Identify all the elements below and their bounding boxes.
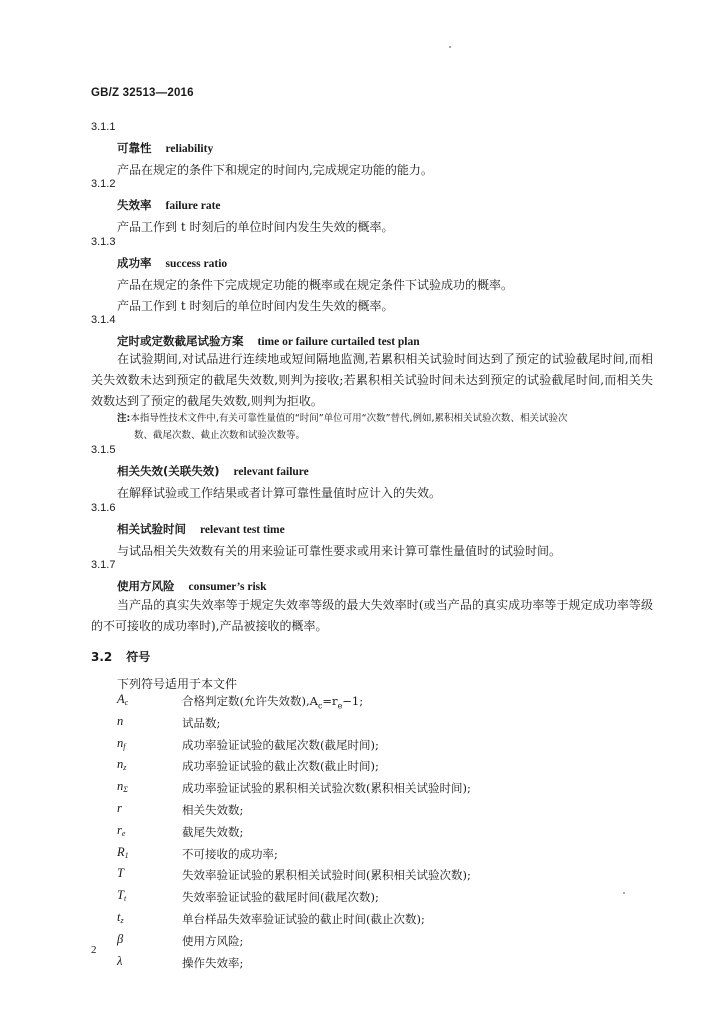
symbol bbox=[117, 932, 123, 947]
term-english: reliability bbox=[165, 143, 214, 155]
symbol bbox=[117, 801, 122, 816]
clause-number: 3.1.4 bbox=[91, 314, 116, 326]
symbol-description: 合格判定数(允许失效数)$,A_c=r_e-1$; bbox=[182, 694, 364, 711]
symbol-letter: λ bbox=[117, 953, 123, 968]
symbol-letter: r bbox=[117, 822, 122, 837]
term-heading bbox=[117, 578, 267, 594]
symbol bbox=[117, 888, 126, 903]
symbol-description: 失效率验证试验的累积相关试验时间(累积相关试验次数); bbox=[182, 868, 471, 883]
symbol bbox=[117, 954, 122, 969]
term-heading bbox=[117, 255, 227, 271]
symbol-description: 失效率验证试验的截尾时间(截尾次数); bbox=[182, 890, 379, 905]
symbol bbox=[117, 845, 129, 860]
term-heading bbox=[117, 197, 221, 213]
symbol-subscript: f bbox=[123, 741, 126, 751]
symbol-letter: t bbox=[117, 910, 121, 924]
page-number: 2 bbox=[91, 944, 97, 956]
symbol-description: 相关失效数; bbox=[182, 803, 244, 817]
term-english: failure rate bbox=[165, 200, 221, 212]
term-definition: 在解释试验或工作结果或者计算可靠性量值时应计入的失效。 bbox=[117, 486, 442, 500]
symbol bbox=[117, 779, 128, 794]
symbol-letter: β bbox=[117, 931, 124, 946]
symbol-letter: n bbox=[117, 779, 124, 794]
symbol-letter: T bbox=[117, 866, 124, 881]
term-english: consumer’s risk bbox=[188, 581, 267, 593]
symbol-description: 成功率验证试验的截尾次数(截尾时间); bbox=[182, 737, 379, 752]
term-english: relevant failure bbox=[233, 466, 309, 478]
symbol-letter: n bbox=[117, 757, 124, 772]
term-english: success ratio bbox=[165, 258, 228, 270]
section-title: 符号 bbox=[126, 650, 151, 664]
symbol bbox=[117, 692, 128, 707]
symbol-letter: A bbox=[117, 692, 125, 706]
symbol-letter: r bbox=[117, 801, 122, 815]
symbol-description: 截尾失效数; bbox=[182, 824, 244, 839]
term-chinese: 定时或定数截尾试验方案 bbox=[117, 334, 244, 348]
symbol-description: 单台样品失效率验证试验的截止时间(截止次数); bbox=[182, 912, 425, 926]
symbol-subscript: 1 bbox=[124, 850, 129, 860]
symbol-description: 试品数; bbox=[182, 715, 221, 730]
symbol-subscript: z bbox=[123, 763, 127, 773]
term-definition: 在试验期间,对试品进行连续地或短间隔地监测,若累积相关试验时间达到了预定的试验截尾时间,而相关失效数未达到预定的截尾失效数,则判为接收;若累积相关试验时间未达到预定的试验截尾时间,而相关失效数达到了预定的截尾失效数,则判为拒收。 bbox=[91, 352, 653, 408]
symbol-letter: n bbox=[117, 735, 124, 750]
document-code-header: GB/Z 32513—2016 bbox=[91, 87, 194, 99]
clause-number: 3.1.6 bbox=[91, 502, 116, 514]
scan-speck bbox=[623, 892, 625, 894]
term-chinese: 相关失效(关联失效) bbox=[117, 464, 220, 478]
symbol bbox=[117, 757, 126, 772]
section-number: 3.2 bbox=[91, 650, 113, 664]
scan-speck bbox=[449, 46, 451, 48]
term-chinese: 成功率 bbox=[117, 256, 152, 270]
term-chinese: 使用方风险 bbox=[117, 579, 175, 593]
symbol-description: 成功率验证试验的累积相关试验次数(累积相关试验时间); bbox=[182, 781, 471, 796]
symbol-description: 操作失效率; bbox=[182, 955, 244, 970]
section-heading bbox=[91, 648, 150, 665]
symbol-subscript: e bbox=[121, 828, 126, 838]
symbol bbox=[117, 823, 125, 838]
term-definition: 与试品相关失效数有关的用来验证可靠性要求或用来计算可靠性量值时的试验时间。 bbox=[117, 544, 562, 558]
symbol-letter: R bbox=[117, 844, 125, 859]
term-definition: 产品在规定的条件下完成规定功能的概率或在规定条件下试验成功的概率。 bbox=[117, 278, 514, 292]
term-heading bbox=[117, 140, 213, 156]
symbol bbox=[117, 714, 123, 729]
clause-number: 3.1.3 bbox=[91, 236, 116, 248]
symbol-description: 成功率验证试验的截止次数(截止时间); bbox=[182, 759, 379, 774]
symbol bbox=[117, 866, 124, 881]
note bbox=[117, 410, 655, 444]
note-text-continued: 数、截尾次数、截止次数和试验次数等。 bbox=[134, 430, 306, 441]
symbol-letter: n bbox=[117, 713, 124, 728]
term-chinese: 相关试验时间 bbox=[117, 522, 186, 536]
symbol-subscript: t bbox=[123, 894, 127, 904]
term-english: time or failure curtailed test plan bbox=[257, 336, 420, 348]
clause-number: 3.1.2 bbox=[91, 178, 116, 190]
note-text: 本指导性技术文件中,有关可靠性量值的“时间”单位可用“次数”替代,例如,累积相关试验次数、相关试验次 bbox=[130, 413, 568, 424]
term-definition: 产品工作到 t 时刻后的单位时间内发生失效的概率。 bbox=[117, 220, 394, 234]
term-heading bbox=[117, 521, 285, 537]
note-label: 注: bbox=[117, 413, 131, 424]
term-definition: 产品在规定的条件下和规定的时间内,完成规定功能的能力。 bbox=[117, 163, 433, 177]
clause-number: 3.1.5 bbox=[91, 444, 116, 456]
symbol bbox=[117, 736, 125, 751]
symbol-subscript: z bbox=[120, 916, 124, 925]
term-definition: 当产品的真实失效率等于规定失效率等级的最大失效率时(或当产品的真实成功率等于规定成功率等级的不可接收的成功率时),产品被接收的概率。 bbox=[91, 598, 653, 633]
symbol-subscript: Σ bbox=[123, 785, 129, 795]
symbol bbox=[117, 910, 124, 925]
symbol-description: 使用方风险; bbox=[182, 933, 244, 948]
clause-number: 3.1.1 bbox=[91, 121, 116, 133]
term-english: relevant test time bbox=[200, 524, 285, 536]
term-heading bbox=[117, 463, 309, 479]
symbols-intro: 下列符号适用于本文件 bbox=[117, 677, 238, 691]
symbol-subscript: c bbox=[124, 698, 129, 707]
term-heading bbox=[117, 333, 420, 349]
symbol-letter: T bbox=[117, 888, 124, 903]
clause-number: 3.1.7 bbox=[91, 559, 116, 571]
term-chinese: 失效率 bbox=[117, 198, 152, 212]
symbol-description: 不可接收的成功率; bbox=[182, 846, 278, 861]
term-definition: 产品工作到 t 时刻后的单位时间内发生失效的概率。 bbox=[117, 299, 394, 313]
term-chinese: 可靠性 bbox=[117, 141, 152, 155]
